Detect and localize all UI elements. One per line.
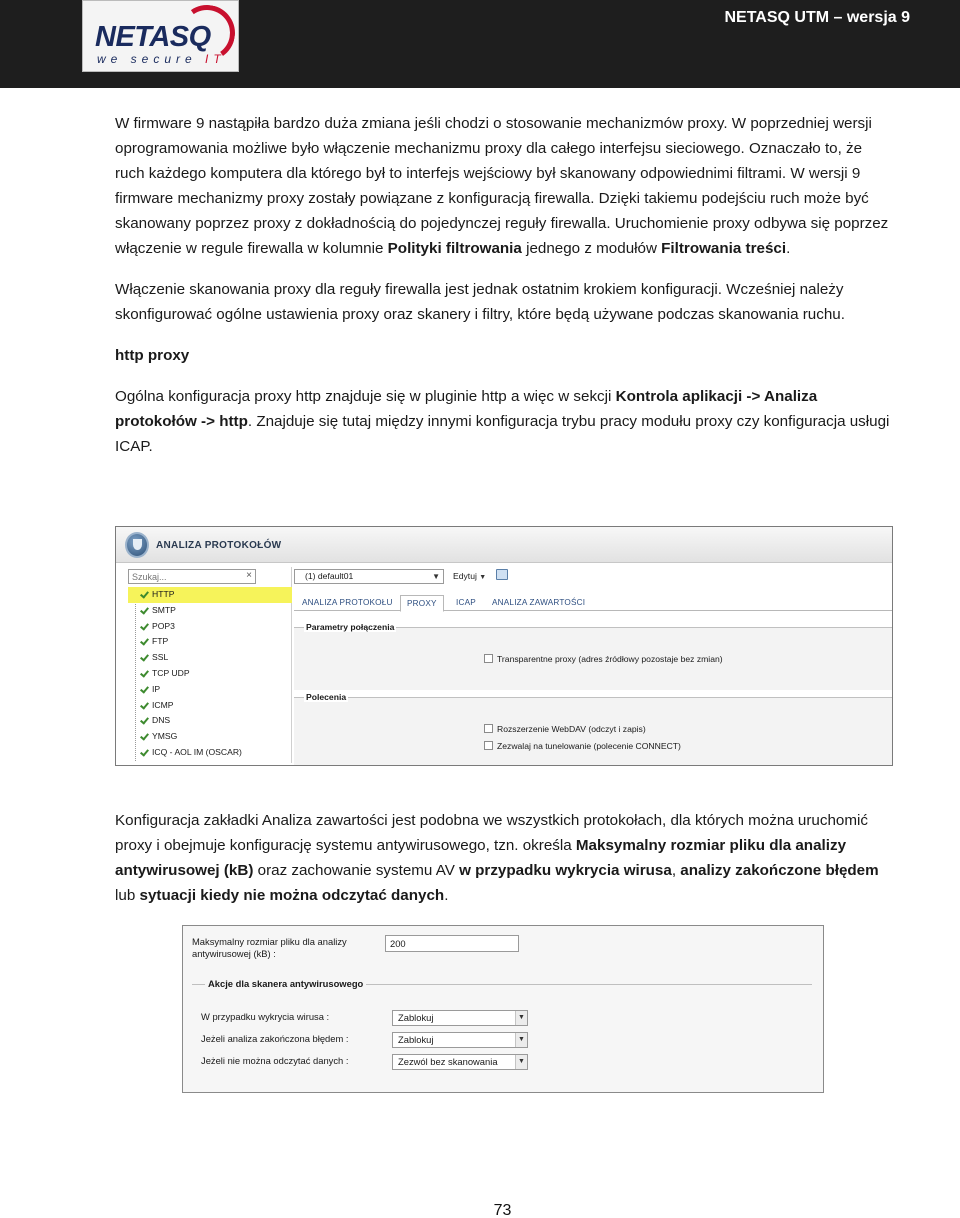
paragraph-http-config bbox=[115, 384, 893, 459]
text-run: Ogólna konfiguracja proxy http znajduje się w pluginie http a więc w sekcji bbox=[115, 388, 616, 405]
text-run: lub bbox=[115, 887, 140, 904]
tree-item-label: IP bbox=[152, 683, 161, 694]
group-legend: Polecenia bbox=[306, 692, 347, 702]
group-legend: Akcje dla skanera antywirusowego bbox=[205, 978, 366, 989]
tree-item-smtp[interactable] bbox=[128, 603, 292, 619]
text-run: jednego z modułów bbox=[521, 240, 662, 257]
virus-detected-select[interactable] bbox=[392, 1010, 528, 1026]
antivirus-actions-group bbox=[192, 978, 812, 1084]
netasq-logo bbox=[82, 0, 239, 72]
check-icon bbox=[141, 606, 149, 614]
paragraph-firmware-change bbox=[115, 111, 893, 261]
tab-proxy[interactable]: PROXY bbox=[400, 595, 444, 612]
check-icon bbox=[141, 748, 149, 756]
option-label: Transparentne proxy (adres źródłowy pozostaje bez zmian) bbox=[497, 654, 723, 664]
select-value: Zablokuj bbox=[398, 1012, 434, 1023]
tree-item-label: SSL bbox=[152, 652, 169, 663]
webdav-option[interactable] bbox=[484, 724, 646, 734]
select-value: Zablokuj bbox=[398, 1034, 434, 1045]
edit-menu-button[interactable] bbox=[453, 571, 486, 581]
tree-item-pop3[interactable] bbox=[128, 619, 292, 635]
check-icon bbox=[141, 685, 149, 693]
chevron-down-icon: ▼ bbox=[479, 574, 487, 581]
page-header bbox=[0, 0, 960, 88]
virus-detected-label: W przypadku wykrycia wirusa : bbox=[201, 1011, 330, 1022]
check-icon bbox=[141, 701, 149, 709]
text-run: . bbox=[444, 887, 449, 904]
tree-item-label: FTP bbox=[152, 636, 169, 647]
save-icon[interactable] bbox=[496, 569, 508, 580]
document-body bbox=[115, 111, 893, 475]
tree-item-label: ICQ - AOL IM (OSCAR) bbox=[152, 746, 242, 757]
tab-icap[interactable]: ICAP bbox=[456, 598, 476, 607]
tree-item-ftp[interactable] bbox=[128, 634, 292, 650]
tree-item-http[interactable] bbox=[128, 587, 292, 603]
chevron-down-icon: ▼ bbox=[515, 1055, 527, 1069]
check-icon bbox=[141, 716, 149, 724]
logo-tagline bbox=[97, 52, 226, 66]
section-heading-http-proxy: http proxy bbox=[115, 347, 190, 364]
edit-menu-label: Edytuj bbox=[453, 571, 477, 581]
option-label: Zezwalaj na tunelowanie (polecenie CONNECT) bbox=[497, 741, 681, 751]
select-value: Zezwól bez skanowania bbox=[398, 1056, 498, 1067]
profile-select[interactable] bbox=[294, 569, 444, 584]
tree-item-ssl[interactable] bbox=[128, 650, 292, 666]
screenshot-protocol-analysis bbox=[115, 526, 893, 766]
protocol-list-pane bbox=[124, 567, 292, 763]
tree-item-label: TCP UDP bbox=[152, 667, 190, 678]
chevron-down-icon: ▼ bbox=[515, 1011, 527, 1025]
paragraph-proxy-enable: Włączenie skanowania proxy dla reguły firewalla jest jednak ostatnim krokiem konfiguracji. Wcześniej należy skonfigurować ogólne ustawienia proxy oraz skanery i filtry, które będą używane podczas skanowania ruchu. bbox=[115, 281, 845, 323]
analysis-failed-label: Jeżeli analiza zakończona błędem : bbox=[201, 1033, 349, 1044]
tree-item-ip[interactable] bbox=[128, 682, 292, 698]
chevron-down-icon: ▼ bbox=[515, 1033, 527, 1047]
bold-virus-detected: w przypadku wykrycia wirusa bbox=[459, 862, 672, 879]
logo-name: NETASQ bbox=[95, 21, 211, 53]
check-icon bbox=[141, 622, 149, 630]
check-icon bbox=[141, 669, 149, 677]
bold-analysis-failed: analizy zakończone błędem bbox=[680, 862, 879, 879]
protocol-tree bbox=[128, 587, 292, 761]
max-file-size-input[interactable]: 200 bbox=[385, 935, 519, 952]
group-connection-params bbox=[294, 622, 892, 689]
chevron-down-icon: ▼ bbox=[432, 572, 440, 581]
text-run: . Znajduje się tutaj między innymi konfiguracja trybu pracy modułu proxy czy konfiguracja usługi ICAP. bbox=[115, 413, 890, 455]
tree-item-label: YMSG bbox=[152, 731, 178, 742]
option-label: Rozszerzenie WebDAV (odczyt i zapis) bbox=[497, 724, 646, 734]
data-unreadable-label: Jeżeli nie można odczytać danych : bbox=[201, 1055, 349, 1066]
tree-item-icq-aol[interactable] bbox=[128, 745, 292, 761]
connect-tunnel-checkbox[interactable] bbox=[484, 741, 493, 750]
panel-title: ANALIZA PROTOKOŁÓW bbox=[156, 540, 282, 551]
tree-item-label: POP3 bbox=[152, 620, 175, 631]
tab-protocol-analysis[interactable]: ANALIZA PROTOKOŁU bbox=[302, 598, 393, 607]
text-run: , bbox=[671, 862, 681, 879]
tree-item-label: SMTP bbox=[152, 604, 176, 615]
data-unreadable-select[interactable] bbox=[392, 1054, 528, 1070]
check-icon bbox=[141, 637, 149, 645]
tab-content-analysis[interactable]: ANALIZA ZAWARTOŚCI bbox=[492, 598, 586, 607]
logo-tagline-it: IT bbox=[205, 52, 226, 66]
config-tabs bbox=[294, 595, 892, 611]
search-field[interactable] bbox=[128, 569, 256, 584]
document-title: NETASQ UTM – wersja 9 bbox=[724, 9, 910, 26]
shield-icon bbox=[125, 532, 149, 558]
transparent-proxy-option[interactable] bbox=[484, 654, 723, 664]
protocol-config-pane bbox=[294, 565, 892, 765]
webdav-checkbox[interactable] bbox=[484, 724, 493, 733]
check-icon bbox=[141, 653, 149, 661]
search-input[interactable] bbox=[129, 570, 239, 583]
page-number: 73 bbox=[493, 1202, 512, 1218]
tree-item-label: HTTP bbox=[152, 589, 175, 599]
panel-title-bar bbox=[116, 527, 892, 563]
tree-item-icmp[interactable] bbox=[128, 698, 292, 714]
tree-item-dns[interactable] bbox=[128, 713, 292, 729]
tree-item-label: ICMP bbox=[152, 699, 174, 710]
paragraph-content-analysis bbox=[115, 808, 893, 908]
bold-menu-path: Kontrola aplikacji -> Analiza protokołów -> http bbox=[115, 388, 818, 430]
logo-tagline-text: we secure bbox=[97, 52, 197, 66]
text-run: W firmware 9 nastąpiła bardzo duża zmiana jeśli chodzi o stosowanie mechanizmów proxy. W poprzedniej wersji oprogramowania możliwe było włączenie mechanizmu proxy dla całego interfejsu sieciowego. Oznaczało to, że ruch każdego komputera dla którego był to interfejs wejściowy był skanowany odpowiednimi filtrami. W wersji 9 firmware mechanizmy proxy zostały powiązane z konfiguracją firewalla. Dzięki takiemu podejściu ruch może być skanowany poprzez proxy z dokładnością do pojedynczej reguły firewalla. Uruchomienie proxy odbywa się poprzez włączenie w regule firewalla w kolumnie bbox=[115, 115, 889, 257]
text-run: . bbox=[786, 240, 791, 257]
analysis-failed-select[interactable] bbox=[392, 1032, 528, 1048]
transparent-proxy-checkbox[interactable] bbox=[484, 654, 493, 663]
tree-item-tcp-udp[interactable] bbox=[128, 666, 292, 682]
tree-item-ymsg[interactable] bbox=[128, 729, 292, 745]
group-commands bbox=[294, 692, 892, 765]
bold-filtrowania-tresci: Filtrowania treści bbox=[661, 240, 787, 257]
check-icon bbox=[141, 590, 149, 598]
profile-select-value: (1) default01 bbox=[305, 571, 354, 581]
bold-data-unreadable: sytuacji kiedy nie można odczytać danych bbox=[139, 887, 445, 904]
check-icon bbox=[141, 732, 149, 740]
bold-max-file-size: Maksymalny rozmiar pliku dla analizy antywirusowej (kB) bbox=[115, 837, 847, 879]
connect-tunnel-option[interactable] bbox=[484, 741, 681, 751]
text-run: oraz zachowanie systemu AV bbox=[253, 862, 460, 879]
tree-item-label: DNS bbox=[152, 715, 171, 726]
max-file-size-label: Maksymalny rozmiar pliku dla analizy antywirusowej (kB) : bbox=[192, 936, 347, 959]
clear-icon[interactable]: × bbox=[246, 570, 252, 581]
screenshot-antivirus-settings bbox=[182, 925, 824, 1093]
group-legend: Parametry połączenia bbox=[306, 622, 395, 632]
text-run: Konfiguracja zakładki Analiza zawartości jest podobna we wszystkich protokołach, dla których można uruchomić proxy i obejmuje konfigurację systemu antywirusowego, tzn. określa bbox=[115, 812, 868, 854]
bold-polityki-filtrowania: Polityki filtrowania bbox=[387, 240, 522, 257]
